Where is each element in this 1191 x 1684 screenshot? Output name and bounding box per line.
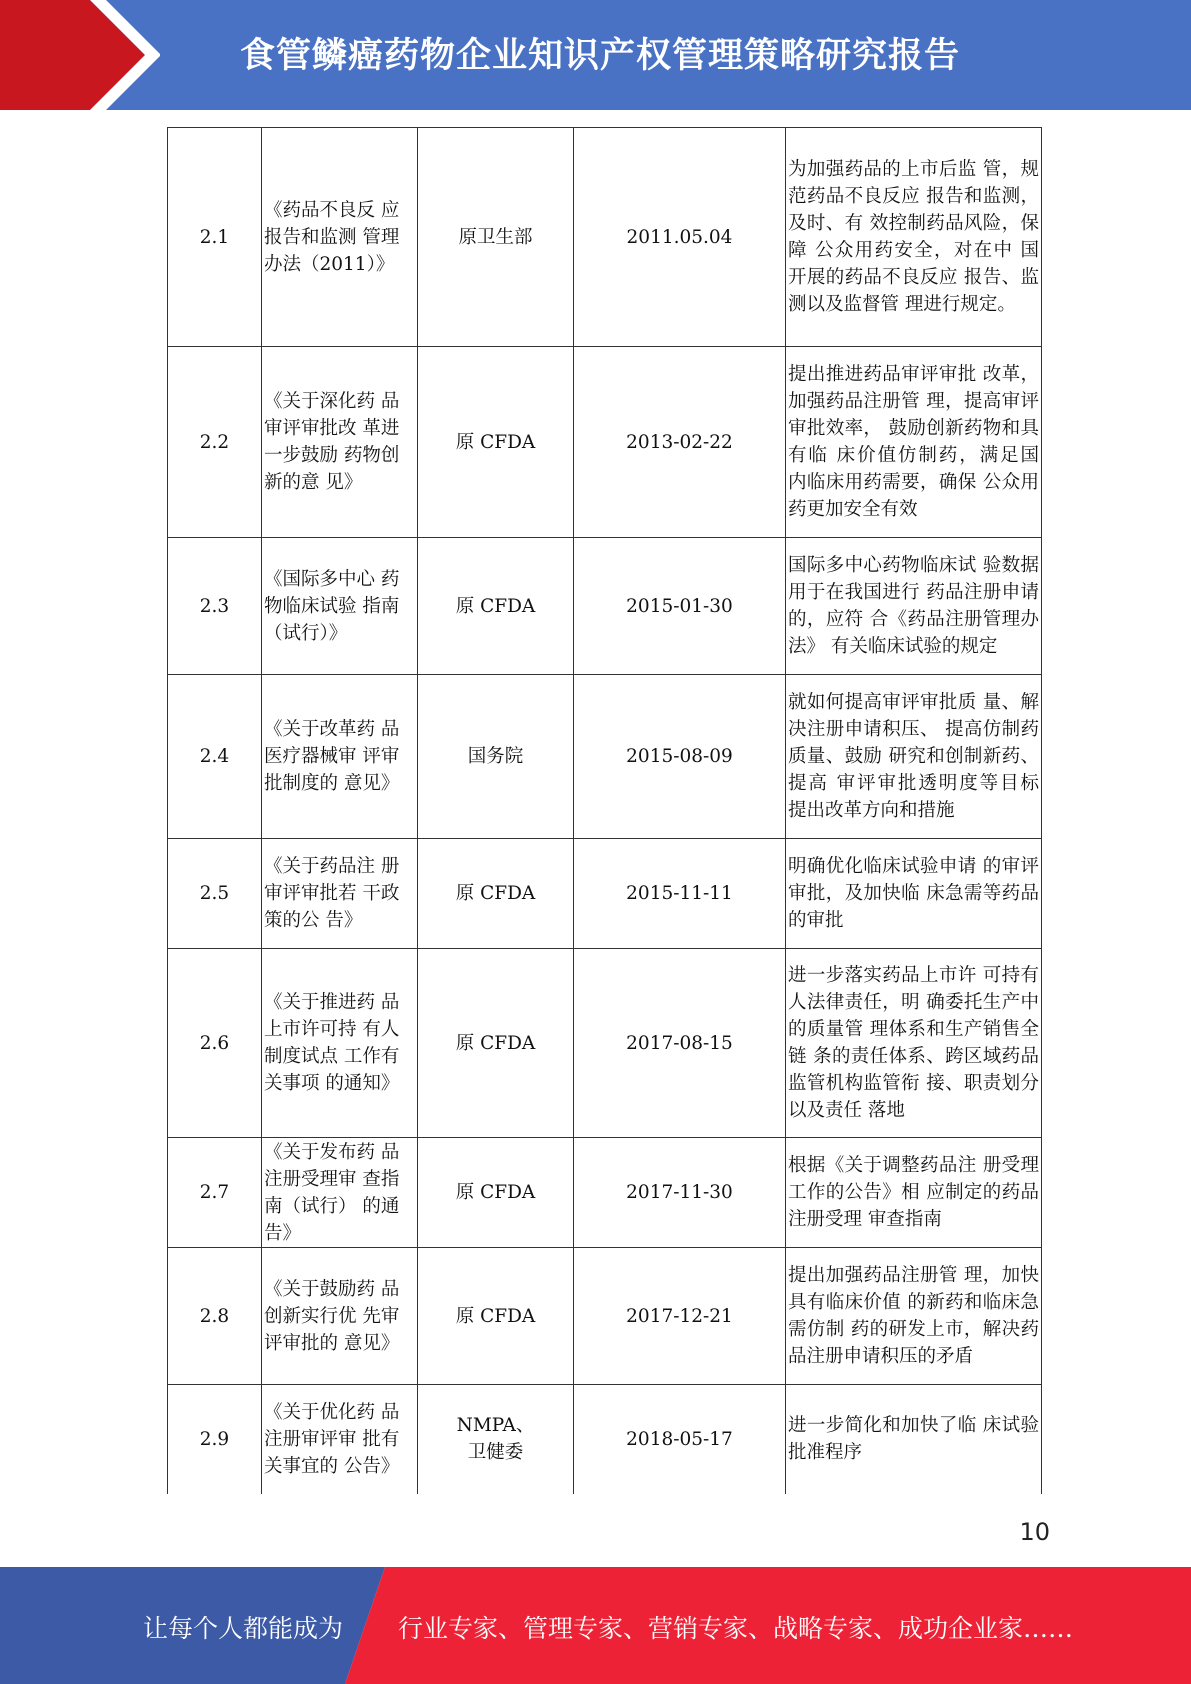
issue-date: 2015-08-09 — [574, 675, 786, 839]
table-row — [168, 949, 1042, 1138]
report-title: 食管鳞癌药物企业知识产权管理策略研究报告 — [240, 36, 961, 76]
page-number: 10 — [1019, 1518, 1050, 1546]
row-number: 2.2 — [168, 347, 262, 538]
policy-name: 《国际多中心 药物临床试验 指南（试行）》 — [262, 538, 418, 675]
issue-date: 2015-11-11 — [574, 839, 786, 949]
table-row — [168, 1138, 1042, 1248]
issuing-authority-line: 原 CFDA — [455, 883, 536, 904]
policy-description: 明确优化临床试验申请 的审评审批，及加快临 床急需等药品的审批 — [786, 839, 1042, 949]
table-row — [168, 1385, 1042, 1494]
row-number: 2.6 — [168, 949, 262, 1138]
policy-table — [167, 127, 1042, 1494]
row-number: 2.3 — [168, 538, 262, 675]
row-number: 2.1 — [168, 128, 262, 347]
issuing-authority-line: 国务院 — [467, 746, 524, 767]
page-footer — [0, 1567, 1191, 1684]
page-header — [0, 0, 1191, 110]
issuing-authority — [418, 128, 574, 347]
issuing-authority-line: NMPA、 — [456, 1415, 535, 1437]
issuing-authority — [418, 1138, 574, 1248]
policy-description: 就如何提高审评审批质 量、解决注册申请积压、 提高仿制药质量、鼓励 研究和创制新药、提高 审评审批透明度等目标 提出改革方向和措施 — [786, 675, 1042, 839]
policy-name: 《药品不良反 应报告和监测 管理办法（2011）》 — [262, 128, 418, 347]
issuing-authority-line: 原 CFDA — [455, 1182, 536, 1203]
issuing-authority — [418, 1248, 574, 1385]
policy-description: 进一步落实药品上市许 可持有人法律责任，明 确委托生产中的质量管 理体系和生产销售全链 条的责任体系、跨区域药品监管机构监管衔 接、职责划分以及责任 落地 — [786, 949, 1042, 1138]
table-row — [168, 538, 1042, 675]
policy-name: 《关于优化药 品注册审评审 批有关事宜的 公告》 — [262, 1385, 418, 1494]
issuing-authority — [418, 347, 574, 538]
policy-description: 国际多中心药物临床试 验数据用于在我国进行 药品注册申请的，应符 合《药品注册管理办法》 有关临床试验的规定 — [786, 538, 1042, 675]
issuing-authority — [418, 839, 574, 949]
table-row — [168, 347, 1042, 538]
row-number: 2.5 — [168, 839, 262, 949]
footer-slogan-left: 让每个人都能成为 — [143, 1614, 344, 1643]
issue-date: 2017-12-21 — [574, 1248, 786, 1385]
issue-date: 2011.05.04 — [574, 128, 786, 347]
policy-name: 《关于深化药 品审评审批改 革进一步鼓励 药物创新的意 见》 — [262, 347, 418, 538]
policy-description: 提出加强药品注册管 理，加快具有临床价值 的新药和临床急需仿制 药的研发上市，解决药 品注册申请积压的矛盾 — [786, 1248, 1042, 1385]
row-number: 2.9 — [168, 1385, 262, 1494]
policy-name: 《关于推进药 品上市许可持 有人制度试点 工作有关事项 的通知》 — [262, 949, 418, 1138]
issue-date: 2017-08-15 — [574, 949, 786, 1138]
issuing-authority-line: 原 CFDA — [455, 1032, 536, 1054]
row-number: 2.4 — [168, 675, 262, 839]
issuing-authority-line: 原 CFDA — [455, 1305, 536, 1327]
policy-description: 根据《关于调整药品注 册受理工作的公告》相 应制定的药品注册受理 审查指南 — [786, 1138, 1042, 1248]
policy-description: 提出推进药品审评审批 改革，加强药品注册管 理，提高审评审批效率， 鼓励创新药物和具有临 床价值仿制药，满足国 内临床用药需要，确保 公众用药更加安全有效 — [786, 347, 1042, 538]
issuing-authority — [418, 949, 574, 1138]
issuing-authority-line: 原卫生部 — [458, 226, 533, 248]
policy-name: 《关于发布药 品注册受理审 查指南（试行） 的通告》 — [262, 1138, 418, 1248]
policy-name: 《关于药品注 册审评审批若 干政策的公 告》 — [262, 839, 418, 949]
policy-description: 为加强药品的上市后监 管，规范药品不良反应 报告和监测，及时、有 效控制药品风险，保障 公众用药安全，对在中 国开展的药品不良反应 报告、监测以及监督管 理进行规定。 — [786, 128, 1042, 347]
policy-description: 进一步简化和加快了临 床试验批准程序 — [786, 1385, 1042, 1494]
table-row — [168, 839, 1042, 949]
issuing-authority-line: 原 CFDA — [455, 431, 536, 453]
table-row — [168, 1248, 1042, 1385]
issue-date: 2013-02-22 — [574, 347, 786, 538]
policy-name: 《关于鼓励药 品创新实行优 先审评审批的 意见》 — [262, 1248, 418, 1385]
table-row — [168, 675, 1042, 839]
table-row — [168, 128, 1042, 347]
issue-date: 2018-05-17 — [574, 1385, 786, 1494]
policy-name: 《关于改革药 品医疗器械审 评审批制度的 意见》 — [262, 675, 418, 839]
issue-date: 2015-01-30 — [574, 538, 786, 675]
issuing-authority — [418, 1385, 574, 1494]
row-number: 2.8 — [168, 1248, 262, 1385]
issuing-authority — [418, 675, 574, 839]
issuing-authority-line: 卫健委 — [467, 1442, 524, 1464]
footer-slogan-right: 行业专家、管理专家、营销专家、战略专家、成功企业家…… — [398, 1614, 1074, 1643]
row-number: 2.7 — [168, 1138, 262, 1248]
issuing-authority-line: 原 CFDA — [455, 595, 536, 617]
issue-date: 2017-11-30 — [574, 1138, 786, 1248]
issuing-authority — [418, 538, 574, 675]
header-arrow-decoration — [0, 0, 160, 110]
